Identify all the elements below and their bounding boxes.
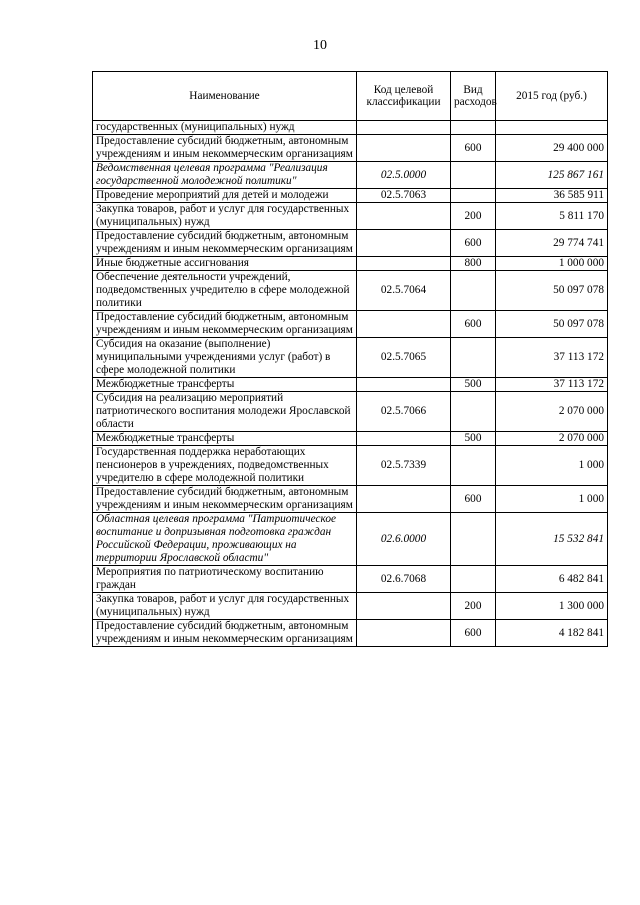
row-sum-cell: 15 532 841 [496, 513, 608, 566]
row-name-cell: Проведение мероприятий для детей и молодежи [93, 189, 357, 203]
table-row [93, 593, 608, 620]
table-row [93, 620, 608, 647]
row-code-cell: 02.6.7068 [357, 566, 451, 593]
row-code-cell: 02.5.7063 [357, 189, 451, 203]
row-name-cell: Областная целевая программа "Патриотическое воспитание и допризывная подготовка граждан Российской Федерации, проживающих на территории Ярославской области" [93, 513, 357, 566]
row-sum-cell: 1 300 000 [496, 593, 608, 620]
header-sum: 2015 год (руб.) [496, 72, 608, 121]
row-kind-cell [451, 121, 496, 135]
table-row [93, 486, 608, 513]
table-row [93, 432, 608, 446]
row-name-cell: Закупка товаров, работ и услуг для государственных (муниципальных) нужд [93, 593, 357, 620]
row-code-cell [357, 121, 451, 135]
table-row [93, 162, 608, 189]
table-row [93, 257, 608, 271]
row-code-cell [357, 432, 451, 446]
table-row [93, 135, 608, 162]
row-kind-cell: 600 [451, 230, 496, 257]
row-kind-cell [451, 566, 496, 593]
row-sum-cell: 50 097 078 [496, 311, 608, 338]
row-name-cell: Предоставление субсидий бюджетным, автономным учреждениям и иным некоммерческим организациям [93, 230, 357, 257]
row-sum-cell [496, 121, 608, 135]
row-kind-cell: 600 [451, 486, 496, 513]
row-sum-cell: 2 070 000 [496, 392, 608, 432]
row-code-cell [357, 203, 451, 230]
row-kind-cell: 200 [451, 203, 496, 230]
row-name-cell: Государственная поддержка неработающих пенсионеров в учреждениях, подведомственных учредителю в сфере молодежной политики [93, 446, 357, 486]
row-kind-cell: 600 [451, 620, 496, 647]
row-kind-cell [451, 446, 496, 486]
row-name-cell: государственных (муниципальных) нужд [93, 121, 357, 135]
page-number: 10 [313, 38, 327, 53]
table-header-row [93, 72, 608, 121]
row-name-cell: Обеспечение деятельности учреждений, подведомственных учредителю в сфере молодежной политики [93, 271, 357, 311]
row-name-cell: Мероприятия по патриотическому воспитанию граждан [93, 566, 357, 593]
row-kind-cell [451, 189, 496, 203]
table-row [93, 392, 608, 432]
header-name: Наименование [93, 72, 357, 121]
row-name-cell: Закупка товаров, работ и услуг для государственных (муниципальных) нужд [93, 203, 357, 230]
table-row [93, 203, 608, 230]
row-code-cell [357, 620, 451, 647]
table-row [93, 271, 608, 311]
row-code-cell [357, 311, 451, 338]
row-name-cell: Предоставление субсидий бюджетным, автономным учреждениям и иным некоммерческим организациям [93, 311, 357, 338]
row-code-cell [357, 135, 451, 162]
table-row [93, 189, 608, 203]
row-code-cell [357, 378, 451, 392]
row-sum-cell: 5 811 170 [496, 203, 608, 230]
row-sum-cell: 1 000 000 [496, 257, 608, 271]
row-kind-cell: 500 [451, 432, 496, 446]
row-code-cell: 02.5.7066 [357, 392, 451, 432]
row-name-cell: Субсидия на реализацию мероприятий патриотического воспитания молодежи Ярославской области [93, 392, 357, 432]
table-row [93, 230, 608, 257]
row-kind-cell [451, 513, 496, 566]
row-name-cell: Межбюджетные трансферты [93, 378, 357, 392]
row-kind-cell: 800 [451, 257, 496, 271]
row-sum-cell: 2 070 000 [496, 432, 608, 446]
row-code-cell [357, 257, 451, 271]
table-row [93, 338, 608, 378]
table-row [93, 121, 608, 135]
row-kind-cell: 600 [451, 135, 496, 162]
table-row [93, 446, 608, 486]
row-code-cell: 02.5.0000 [357, 162, 451, 189]
row-kind-cell: 600 [451, 311, 496, 338]
row-code-cell [357, 593, 451, 620]
row-code-cell [357, 230, 451, 257]
table-row [93, 566, 608, 593]
row-kind-cell: 200 [451, 593, 496, 620]
table-row [93, 513, 608, 566]
row-sum-cell: 29 774 741 [496, 230, 608, 257]
budget-table [92, 71, 608, 647]
row-code-cell: 02.5.7064 [357, 271, 451, 311]
row-kind-cell [451, 338, 496, 378]
table-row [93, 378, 608, 392]
row-sum-cell: 125 867 161 [496, 162, 608, 189]
row-sum-cell: 6 482 841 [496, 566, 608, 593]
row-sum-cell: 37 113 172 [496, 338, 608, 378]
row-name-cell: Ведомственная целевая программа "Реализация государственной молодежной политики" [93, 162, 357, 189]
row-name-cell: Субсидия на оказание (выполнение) муниципальными учреждениями услуг (работ) в сфере молодежной политики [93, 338, 357, 378]
row-name-cell: Предоставление субсидий бюджетным, автономным учреждениям и иным некоммерческим организациям [93, 620, 357, 647]
row-sum-cell: 1 000 [496, 486, 608, 513]
row-name-cell: Предоставление субсидий бюджетным, автономным учреждениям и иным некоммерческим организациям [93, 135, 357, 162]
row-name-cell: Межбюджетные трансферты [93, 432, 357, 446]
row-kind-cell [451, 271, 496, 311]
row-code-cell: 02.5.7339 [357, 446, 451, 486]
row-kind-cell: 500 [451, 378, 496, 392]
row-sum-cell: 36 585 911 [496, 189, 608, 203]
row-sum-cell: 4 182 841 [496, 620, 608, 647]
row-code-cell [357, 486, 451, 513]
row-name-cell: Иные бюджетные ассигнования [93, 257, 357, 271]
row-code-cell: 02.6.0000 [357, 513, 451, 566]
row-sum-cell: 50 097 078 [496, 271, 608, 311]
row-sum-cell: 1 000 [496, 446, 608, 486]
header-code: Код целевой классификации [357, 72, 451, 121]
header-kind: Вид расходов [451, 72, 496, 121]
row-name-cell: Предоставление субсидий бюджетным, автономным учреждениям и иным некоммерческим организациям [93, 486, 357, 513]
row-code-cell: 02.5.7065 [357, 338, 451, 378]
row-kind-cell [451, 392, 496, 432]
table-row [93, 311, 608, 338]
row-kind-cell [451, 162, 496, 189]
row-sum-cell: 37 113 172 [496, 378, 608, 392]
row-sum-cell: 29 400 000 [496, 135, 608, 162]
